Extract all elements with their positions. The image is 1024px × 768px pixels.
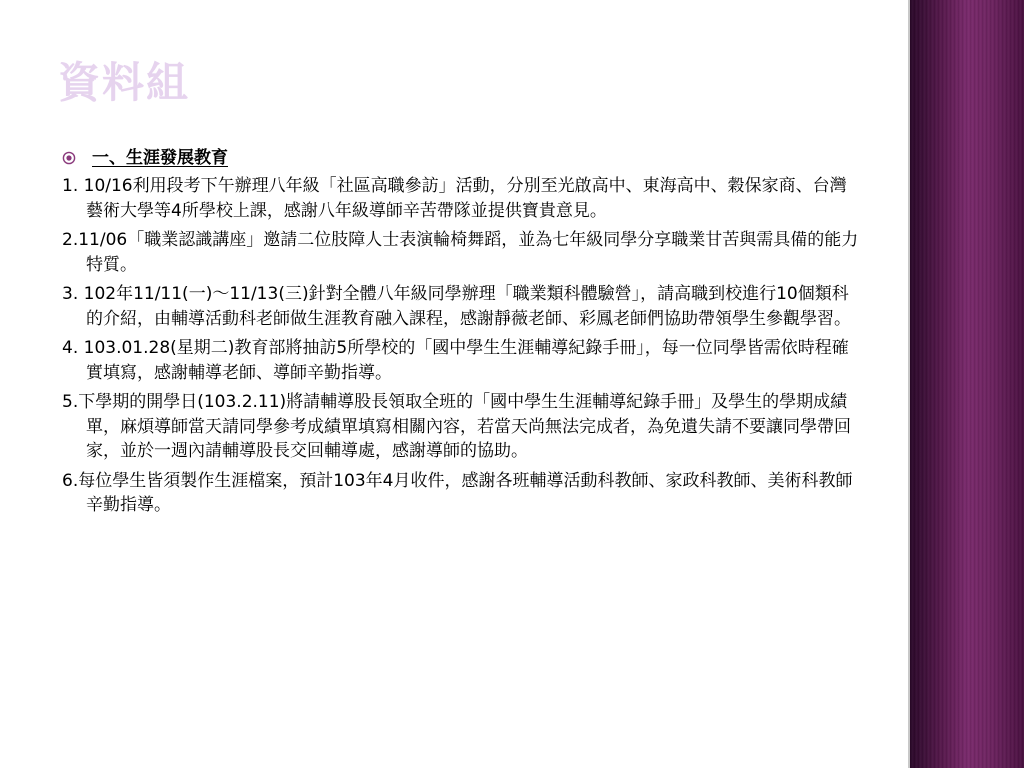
decorative-purple-band	[910, 0, 1024, 768]
list-item: 5.下學期的開學日(103.2.11)將請輔導股長領取全班的「國中學生生涯輔導紀錄手冊」及學生的學期成績單，麻煩導師當天請同學參考成績單填寫相關內容，若當天尚無法完成者，為免遺失請不要讓同學帶回家，並於一週內請輔導股長交回輔導處，感謝導師的協助。	[62, 392, 851, 461]
list-item: 2.11/06「職業認識講座」邀請二位肢障人士表演輪椅舞蹈，並為七年級同學分享職業甘苦與需具備的能力特質。	[62, 230, 859, 275]
list-item: 3. 102年11/11(一)～11/13(三)針對全體八年級同學辦理「職業類科體驗營」，請高職到校進行10個類科的介紹，由輔導活動科老師做生涯教育融入課程，感謝靜薇老師、彩鳳老師們協助帶領學生參觀學習。	[62, 284, 851, 329]
list-item: 6.每位學生皆須製作生涯檔案，預計103年4月收件，感謝各班輔導活動科教師、家政科教師、美術科教師辛勤指導。	[62, 470, 853, 515]
slide-content	[62, 146, 862, 523]
list-item: 4. 103.01.28(星期二)教育部將抽訪5所學校的「國中學生生涯輔導紀錄手冊」，每一位同學皆需依時程確實填寫，感謝輔導老師、導師辛勤指導。	[62, 338, 849, 383]
item-list	[62, 174, 862, 518]
list-item: 1. 10/16利用段考下午辦理八年級「社區高職參訪」活動，分別至光啟高中、東海高中、穀保家商、台灣藝術大學等4所學校上課，感謝八年級導師辛苦帶隊並提供寶貴意見。	[62, 176, 847, 221]
section-heading-row	[62, 146, 862, 170]
circle-bullet-icon	[62, 151, 76, 165]
section-heading: 一、生涯發展教育	[92, 148, 228, 168]
slide-title: 資料組	[58, 58, 191, 107]
